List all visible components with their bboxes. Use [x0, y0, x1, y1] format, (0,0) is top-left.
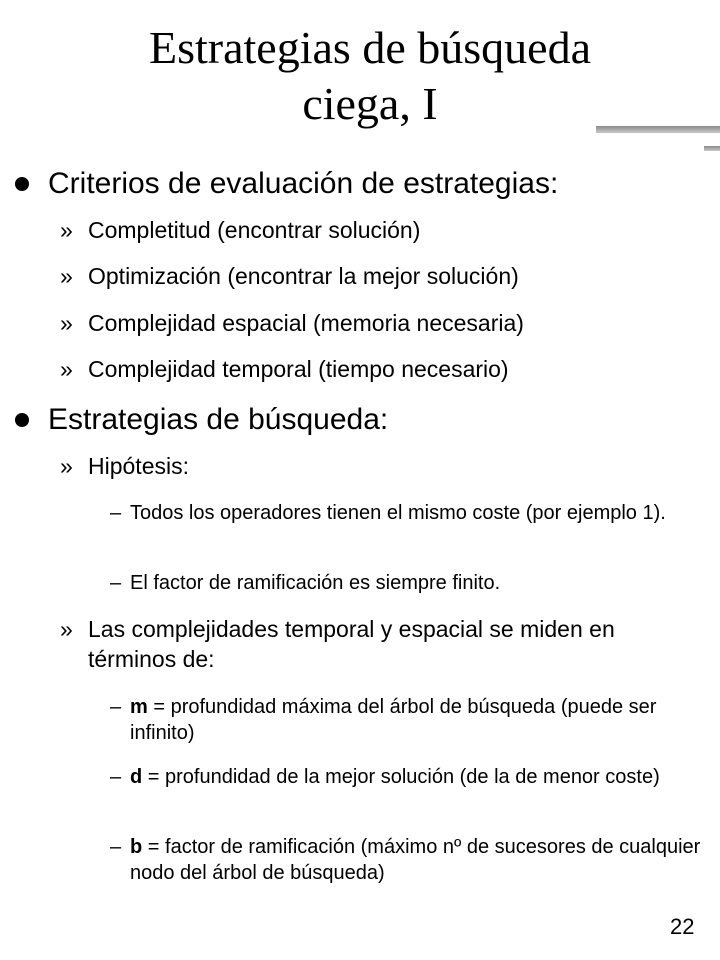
criterio-item: Completitud (encontrar solución) [88, 217, 421, 243]
complejidades-label: Las complejidades temporal y espacial se miden en términos de: [88, 616, 615, 672]
term-description: = profundidad máxima del árbol de búsqueda (puede ser infinito) [130, 696, 657, 744]
criterio-item: Complejidad temporal (tiempo necesario) [88, 356, 509, 382]
criterio-item: Complejidad espacial (memoria necesaria) [88, 310, 524, 336]
level2-marker: » [60, 453, 73, 479]
hipotesis-item: El factor de ramificación es siempre finito. [130, 572, 501, 594]
page-number: 22 [670, 914, 695, 939]
term-variable: d [130, 766, 143, 788]
term-description: = profundidad de la mejor solución (de la de menor coste) [142, 766, 660, 788]
term-variable: b [130, 836, 143, 858]
title-divider-small [704, 146, 720, 151]
term-item [130, 764, 714, 790]
level2-marker: » [60, 356, 73, 382]
level2-marker: » [60, 310, 73, 336]
title-divider [596, 126, 720, 133]
criterios-heading: Criterios de evaluación de estrategias: [48, 167, 559, 200]
level3-marker: – [110, 572, 122, 594]
criterio-item: Optimización (encontrar la mejor solución) [88, 263, 519, 289]
term-item [130, 694, 714, 746]
title-line-2: ciega, I [302, 78, 438, 129]
title-line-1: Estrategias de búsqueda [149, 22, 591, 73]
level3-marker: – [110, 696, 122, 718]
bullet-dot-icon [15, 413, 29, 427]
term-description: = factor de ramificación (máximo nº de sucesores de cualquier nodo del árbol de búsqueda) [130, 836, 701, 884]
level3-marker: – [110, 502, 122, 524]
level2-marker: » [60, 616, 73, 642]
level2-marker: » [60, 217, 73, 243]
hipotesis-item: Todos los operadores tienen el mismo coste (por ejemplo 1). [130, 502, 666, 524]
term-item [130, 834, 714, 886]
level2-marker: » [60, 263, 73, 289]
slide-title [60, 20, 680, 132]
bullet-dot-icon [15, 177, 29, 191]
level3-marker: – [110, 836, 122, 858]
estrategias-heading: Estrategias de búsqueda: [48, 403, 389, 436]
term-variable: m [130, 696, 148, 718]
level3-marker: – [110, 766, 122, 788]
hipotesis-label: Hipótesis: [88, 453, 189, 479]
